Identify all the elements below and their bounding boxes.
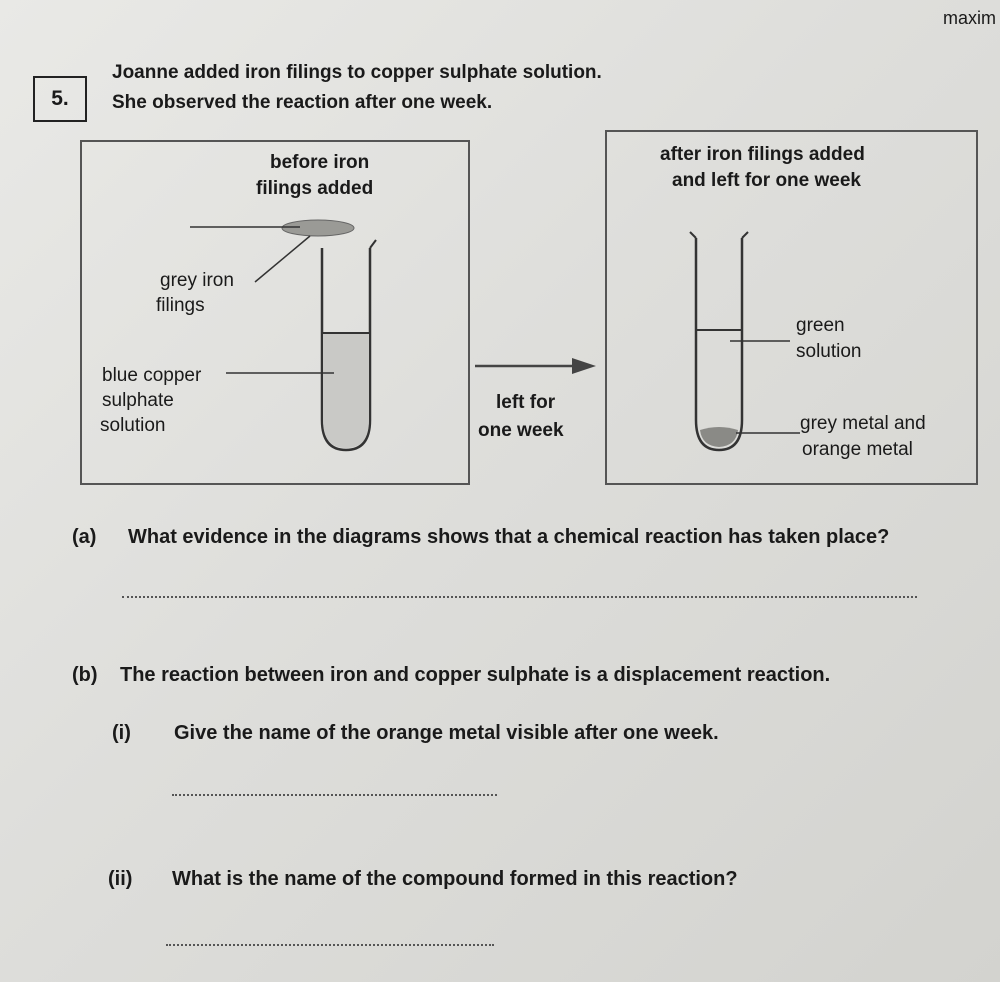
green-label-1: green bbox=[796, 315, 845, 336]
intro-line-2: She observed the reaction after one week. bbox=[112, 92, 493, 113]
part-a-question: What evidence in the diagrams shows that a chemical reaction has taken place? bbox=[128, 526, 890, 548]
solution-label-2: sulphate bbox=[102, 390, 174, 411]
corner-text: maxim bbox=[943, 8, 996, 28]
part-b-ii-label: (ii) bbox=[108, 868, 133, 890]
part-b-text-before: The reaction between iron and copper sulphate is a bbox=[120, 664, 614, 686]
iron-label-2: filings bbox=[156, 295, 205, 316]
before-title-1: before iron bbox=[270, 152, 370, 173]
before-title-2: filings added bbox=[256, 178, 374, 199]
part-b-i-label: (i) bbox=[112, 722, 131, 744]
part-b-i-question: Give the name of the orange metal visible after one week. bbox=[174, 722, 719, 744]
after-title-1: after iron filings added bbox=[660, 144, 865, 165]
green-label-2: solution bbox=[796, 341, 862, 362]
question-number: 5. bbox=[33, 76, 87, 122]
intro-line-1: Joanne added iron filings to copper sulphate solution. bbox=[112, 62, 602, 83]
metal-label-1: grey metal and bbox=[800, 413, 926, 434]
after-title-2: and left for one week bbox=[672, 170, 861, 191]
solution-label-3: solution bbox=[100, 415, 166, 436]
answer-line-b-ii[interactable] bbox=[166, 944, 494, 946]
time-arrow bbox=[475, 358, 596, 374]
solution-label-1: blue copper bbox=[102, 365, 202, 386]
part-b-statement bbox=[120, 664, 830, 687]
iron-filings-heap bbox=[282, 220, 354, 236]
iron-label-pointer bbox=[255, 236, 310, 282]
part-b-ii-question: What is the name of the compound formed in this reaction? bbox=[172, 868, 738, 890]
part-a-label: (a) bbox=[72, 526, 97, 548]
arrow-label-2: one week bbox=[478, 420, 564, 441]
metal-label-2: orange metal bbox=[802, 439, 913, 460]
part-b-emphasis: displacement bbox=[613, 664, 742, 686]
before-test-tube bbox=[322, 240, 376, 450]
part-b-label: (b) bbox=[72, 664, 98, 686]
arrow-label-1: left for bbox=[496, 392, 556, 413]
metal-deposit bbox=[700, 427, 738, 447]
answer-line-b-i[interactable] bbox=[172, 794, 497, 796]
answer-line-a[interactable] bbox=[122, 596, 917, 598]
iron-label-1: grey iron bbox=[160, 270, 234, 291]
part-b-text-after: reaction. bbox=[741, 664, 831, 686]
